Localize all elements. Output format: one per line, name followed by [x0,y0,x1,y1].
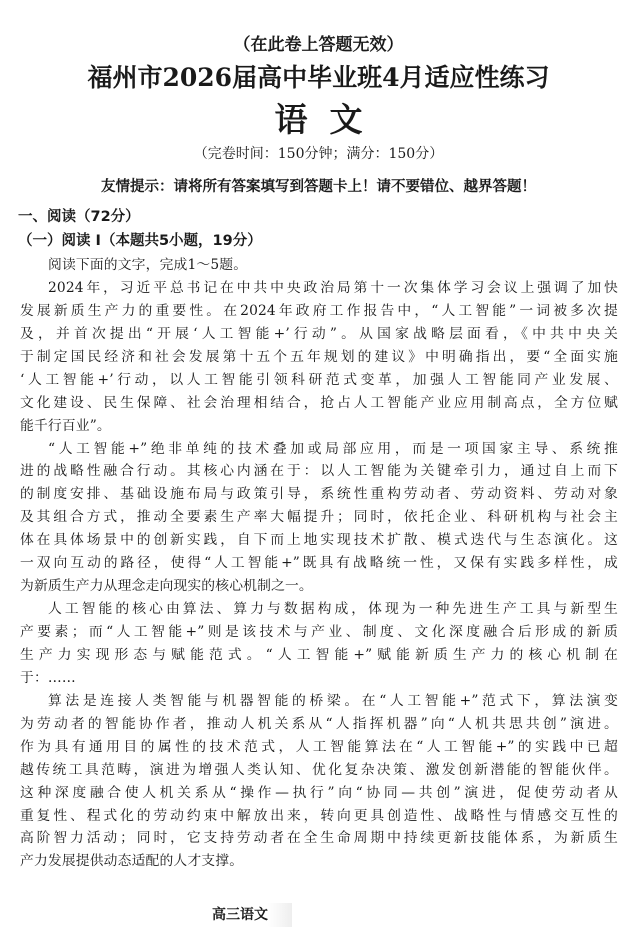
paragraph-3 [20,598,618,690]
page-footer-label: 高三语文 [212,903,292,927]
paragraph-line: 高阶智力活动；同时，它支持劳动者在全生命周期中持续更新技能体系，为新质生 [20,830,618,847]
paragraph-line: 文化建设、民生保障、社会治理相结合，抢占人工智能产业应用制高点，全方位赋 [20,394,618,411]
paragraph-line: 人工智能的核心由算法、算力与数据构成，体现为一种先进生产工具与新型生 [48,601,618,618]
paragraph-line: 重复性、程式化的劳动约束中解放出来，转向更具创造性、战略性与情感交互性的 [20,807,618,824]
paragraph-line: 为新质生产力从理念走向现实的核心机制之一。 [20,578,313,595]
paragraph-line: 体在具体场景中的创新实践，自下而上地实现技术扩散、模式迭代与生态演化。这 [20,532,618,549]
paragraph-2 [20,438,618,599]
paragraph-line: 作为具有通用目的属性的技术范式，人工智能算法在“人工智能+”的实践中已超 [20,738,618,755]
paragraph-1 [20,277,618,438]
paragraph-line: 的制度安排、基础设施布局与政策引导，系统性重构劳动者、劳动资料、劳动对象 [20,486,618,503]
paragraph-line: 及其组合方式，推动全要素生产率大幅提升；同时，依托企业、科研机构与社会主 [20,509,618,526]
passage-body [20,254,618,873]
time-score-info: （完卷时间：150分钟；满分：150分） [193,146,444,162]
paragraph-line: “人工智能+”绝非单纯的技术叠加或局部应用，而是一项国家主导、系统推 [48,440,618,457]
friendly-tip: 友情提示：请将所有答案填写到答题卡上！请不要错位、越界答题！ [101,179,536,195]
reading-instruction: 阅读下面的文字，完成1～5题。 [48,257,248,273]
paragraph-line: 这种深度融合使人机关系从“操作—执行”向“协同—共创”演进，促使劳动者从 [20,784,618,801]
paragraph-line: ‘人工智能+’行动，以人工智能引领科研范式变革，加强人工智能同产业发展、 [20,371,618,388]
paragraph-line: 发展新质生产力的重要性。在2024年政府工作报告中，“人工智能”一词被多次提 [20,302,618,319]
paragraph-line: 进的战略性融合行动。其核心内涵在于：以人工智能为关键牵引力，通过自上而下 [20,463,618,480]
subsection-heading-reading-1: （一）阅读 I（本题共5小题，19分） [18,233,262,249]
paragraph-line: 2024年，习近平总书记在中共中央政治局第十一次集体学习会议上强调了加快 [48,279,618,296]
paragraph-line: 算法是连接人类智能与机器智能的桥梁。在“人工智能+”范式下，算法演变 [48,692,618,709]
paragraph-line: 生产力实现形态与赋能范式。“人工智能+”赋能新质生产力的核心机制在 [20,646,618,663]
paragraph-line: 能千行百业”。 [20,417,111,434]
section-heading-reading: 一、阅读（72分） [18,209,140,225]
answer-notice: （在此卷上答题无效） [233,35,404,55]
paragraph-line: 一双向互动的路径，使得“人工智能+”既具有战略统一性，又保有实践多样性，成 [20,555,618,572]
exam-title: 福州市2026届高中毕业班4月适应性练习 [87,63,550,92]
paragraph-line: 产要素；而“人工智能+”则是该技术与产业、制度、文化深度融合后形成的新质 [20,624,618,640]
paragraph-line: 越传统工具范畴，演进为增强人类认知、优化复杂决策、激发创新潜能的智能伙伴。 [20,761,618,778]
paragraph-line: 于：…… [20,669,76,686]
paragraph-4 [20,690,618,874]
paragraph-line: 产力发展提供动态适配的人才支撑。 [20,853,244,870]
subject-title: 语文 [274,100,385,139]
paragraph-line: 于制定国民经济和社会发展第十五个五年规划的建议》中明确指出，要“全面实施 [20,348,618,365]
paragraph-line: 为劳动者的智能协作者，推动人机关系从“人指挥机器”向“人机共思共创”演进。 [20,715,618,732]
paragraph-line: 及，并首次提出“开展‘人工智能+’行动”。从国家战略层面看，《中共中央关 [20,325,618,342]
